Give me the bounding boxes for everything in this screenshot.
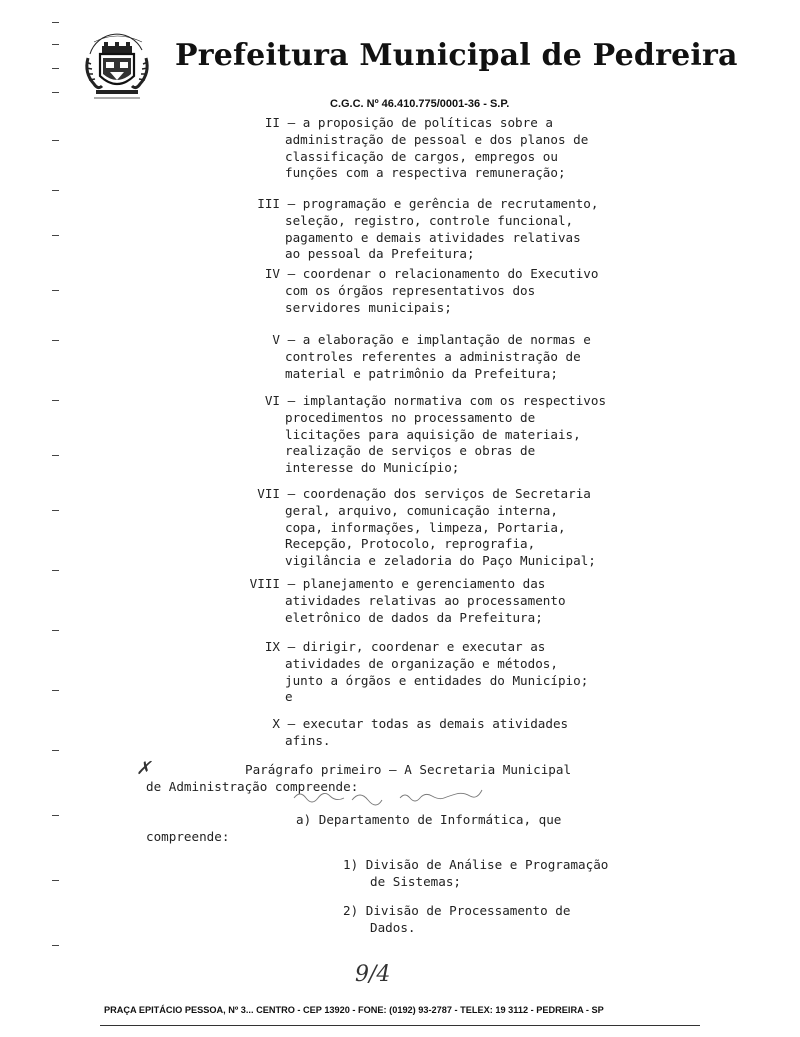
- coat-of-arms-icon: [80, 28, 155, 100]
- list-item: VIII – planejamento e gerenciamento das atividades relativas ao processamento eletrônico de dados da Prefeitura;: [160, 576, 670, 626]
- margin-tick: [52, 510, 59, 511]
- handwritten-check-mark: ✗: [136, 758, 152, 779]
- item-line: a proposição de políticas sobre a: [302, 115, 553, 130]
- letterhead-title: Prefeitura Municipal de Pedreira: [175, 38, 738, 73]
- margin-tick: [52, 570, 59, 571]
- margin-tick: [52, 400, 59, 401]
- cgc-number: C.G.C. Nº 46.410.775/0001-36 - S.P.: [330, 98, 510, 110]
- item-line: atividades de organização e métodos,: [285, 655, 558, 671]
- item-line: seleção, registro, controle funcional,: [285, 212, 574, 228]
- item-line: realização de serviços e obras de: [285, 443, 536, 459]
- item-line: executar todas as demais atividades: [302, 716, 569, 731]
- item-numeral: IX: [264, 639, 280, 654]
- subsection-a: a) Departamento de Informática, que: [296, 812, 562, 827]
- division-1-continuation: de Sistemas;: [370, 874, 461, 889]
- item-numeral: VI: [264, 393, 280, 408]
- item-line: ao pessoal da Prefeitura;: [285, 246, 475, 262]
- margin-tick: [52, 750, 59, 751]
- margin-tick: [52, 945, 59, 946]
- item-line: coordenação dos serviços de Secretaria: [302, 486, 591, 501]
- list-item: IV – coordenar o relacionamento do Executivo com os órgãos representativos dos servidores municipais;: [160, 266, 670, 316]
- item-line: programação e gerência de recrutamento,: [302, 196, 599, 211]
- margin-tick: [52, 140, 59, 141]
- list-item: III – programação e gerência de recrutamento, seleção, registro, controle funcional, pagamento e demais atividades relativas ao pessoal da Prefeitura;: [160, 196, 670, 263]
- item-numeral: III: [257, 196, 280, 211]
- item-line: classificação de cargos, empregos ou: [285, 148, 558, 164]
- margin-tick: [52, 22, 59, 23]
- item-line: licitações para aquisição de materiais,: [285, 426, 581, 442]
- margin-tick: [52, 235, 59, 236]
- list-item: II – a proposição de políticas sobre a administração de pessoal e dos planos de classificação de cargos, empregos ou funções com a respectiva remuneração;: [160, 115, 670, 182]
- item-line: junto a órgãos e entidades do Município;: [285, 672, 589, 688]
- item-numeral: II: [264, 115, 280, 130]
- item-line: procedimentos no processamento de: [285, 409, 536, 425]
- footer-divider: [100, 1025, 700, 1026]
- list-item: V – a elaboração e implantação de normas e controles referentes a administração de material e patrimônio da Prefeitura;: [160, 332, 670, 382]
- margin-tick: [52, 68, 59, 69]
- item-line: Recepção, Protocolo, reprografia,: [285, 536, 536, 552]
- division-2: 2) Divisão de Processamento de: [343, 903, 571, 918]
- item-line: eletrônico de dados da Prefeitura;: [285, 609, 543, 625]
- item-line: funções com a respectiva remuneração;: [285, 165, 566, 181]
- item-numeral: VIII: [249, 576, 280, 591]
- item-numeral: IV: [264, 266, 280, 281]
- item-line: dirigir, coordenar e executar as: [302, 639, 546, 654]
- item-line: pagamento e demais atividades relativas: [285, 229, 581, 245]
- item-line: afins.: [285, 732, 331, 748]
- margin-tick: [52, 190, 59, 191]
- list-item: X – executar todas as demais atividades afins.: [160, 716, 670, 750]
- margin-tick: [52, 92, 59, 93]
- list-item: VI – implantação normativa com os respectivos procedimentos no processamento de licitações para aquisição de materiais, realização de serviços e obras de interesse do Município;: [160, 393, 670, 477]
- margin-tick: [52, 44, 59, 45]
- item-line: controles referentes a administração de: [285, 348, 581, 364]
- footer-address: PRAÇA EPITÁCIO PESSOA, Nº 3... CENTRO - CEP 13920 - FONE: (0192) 93-2787 - TELEX: 19 3112 - PEDREIRA - SP: [104, 1005, 604, 1015]
- item-line: copa, informações, limpeza, Portaria,: [285, 519, 566, 535]
- subsection-a-continuation: compreende:: [146, 829, 230, 844]
- margin-tick: [52, 880, 59, 881]
- handwritten-scribble: [290, 788, 500, 806]
- margin-tick: [52, 290, 59, 291]
- item-line: administração de pessoal e dos planos de: [285, 131, 589, 147]
- item-line: geral, arquivo, comunicação interna,: [285, 502, 558, 518]
- list-item: VII – coordenação dos serviços de Secretaria geral, arquivo, comunicação interna, copa, informações, limpeza, Portaria, Recepção, Protocolo, reprografia, vigilância e zeladoria do Paço Municipal;: [160, 486, 670, 570]
- item-line: material e patrimônio da Prefeitura;: [285, 365, 558, 381]
- item-line: implantação normativa com os respectivos: [302, 393, 607, 408]
- list-item: IX – dirigir, coordenar e executar as atividades de organização e métodos, junto a órgãos e entidades do Município; e: [160, 639, 670, 706]
- item-line: com os órgãos representativos dos: [285, 282, 536, 298]
- item-line: servidores municipais;: [285, 299, 452, 315]
- margin-tick: [52, 690, 59, 691]
- item-line: e: [285, 689, 293, 705]
- margin-tick: [52, 815, 59, 816]
- item-line: planejamento e gerenciamento das: [302, 576, 546, 591]
- item-line: a elaboração e implantação de normas e: [302, 332, 591, 347]
- item-line: vigilância e zeladoria do Paço Municipal;: [285, 553, 596, 569]
- division-1: 1) Divisão de Análise e Programação: [343, 857, 609, 872]
- paragraph-intro: Parágrafo primeiro — A Secretaria Municipal: [245, 762, 572, 777]
- item-line: coordenar o relacionamento do Executivo: [302, 266, 599, 281]
- margin-tick: [52, 340, 59, 341]
- item-numeral: X: [272, 716, 280, 731]
- item-numeral: VII: [257, 486, 280, 501]
- division-2-continuation: Dados.: [370, 920, 416, 935]
- paragraph-intro-continuation: de Administração compreende:: [146, 779, 359, 794]
- handwritten-page-number: 9/4: [355, 962, 391, 987]
- item-line: interesse do Município;: [285, 460, 460, 476]
- margin-tick: [52, 630, 59, 631]
- item-numeral: V: [272, 332, 280, 347]
- margin-tick: [52, 455, 59, 456]
- item-line: atividades relativas ao processamento: [285, 592, 566, 608]
